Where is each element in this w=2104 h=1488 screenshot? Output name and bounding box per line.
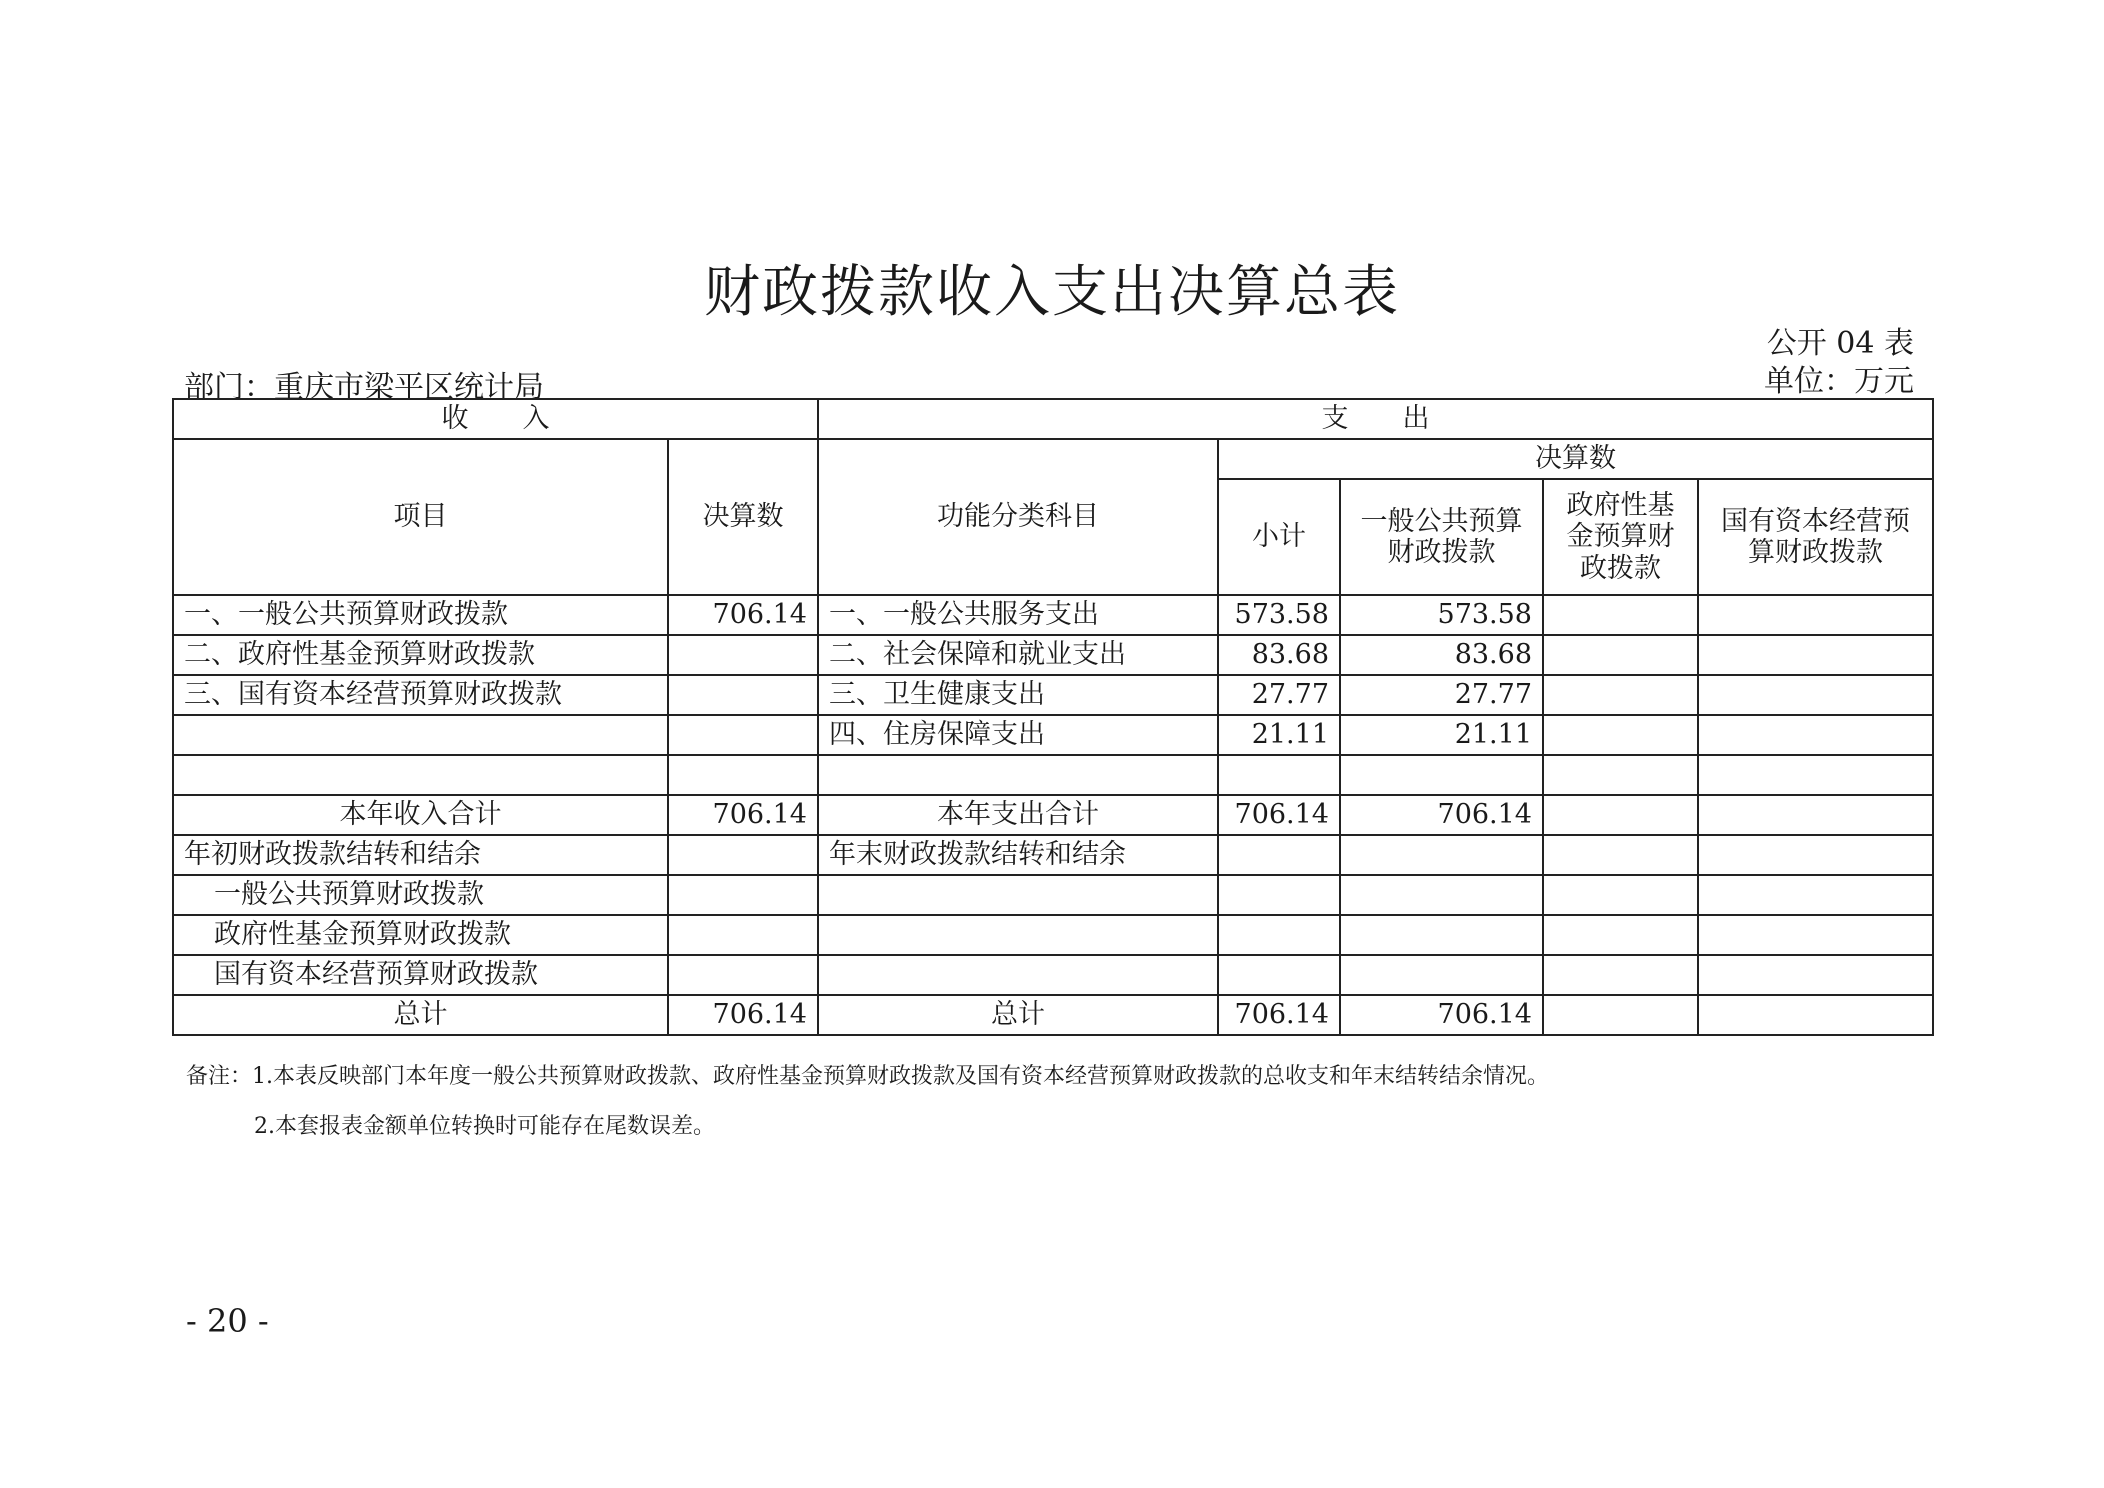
empty-cell <box>1698 875 1933 915</box>
grand-expense-fund <box>1543 995 1698 1035</box>
department-label: 部门：重庆市梁平区统计局 <box>184 370 544 405</box>
carry-end-subtotal <box>1218 835 1340 875</box>
cell-general: 21.11 <box>1340 715 1543 755</box>
grand-expense-general: 706.14 <box>1340 995 1543 1035</box>
header-expense: 支 出 <box>818 399 1933 439</box>
year-total-row <box>173 795 1933 835</box>
cell-general: 27.77 <box>1340 675 1543 715</box>
grand-expense-label: 总计 <box>818 995 1218 1035</box>
cell-capital <box>1698 715 1933 755</box>
carry-end-fund <box>1543 835 1698 875</box>
empty-cell <box>668 955 818 995</box>
carry-sub-row <box>173 955 1933 995</box>
year-expense-total-label: 本年支出合计 <box>818 795 1218 835</box>
cell-capital <box>1698 595 1933 635</box>
cell-fund <box>1543 675 1698 715</box>
cell-income-amount: 706.14 <box>668 595 818 635</box>
empty-cell <box>1698 915 1933 955</box>
header-state-capital: 国有资本经营预算财政拨款 <box>1698 479 1933 595</box>
carry-sub-fund: 政府性基金预算财政拨款 <box>173 915 668 955</box>
cell-income-item: 一、一般公共预算财政拨款 <box>173 595 668 635</box>
carry-sub-capital: 国有资本经营预算财政拨款 <box>173 955 668 995</box>
header-income: 收 入 <box>173 399 818 439</box>
carry-sub-row <box>173 915 1933 955</box>
header-income-amount: 决算数 <box>668 439 818 595</box>
year-income-total-amount: 706.14 <box>668 795 818 835</box>
notes <box>186 1052 1549 1152</box>
note-2: 2.本套报表金额单位转换时可能存在尾数误差。 <box>254 1114 715 1139</box>
empty-cell <box>818 955 1218 995</box>
year-expense-fund <box>1543 795 1698 835</box>
cell-fund <box>1543 755 1698 795</box>
carry-end-general <box>1340 835 1543 875</box>
header-item: 项目 <box>173 439 668 595</box>
cell-expense-item <box>818 755 1218 795</box>
header-subtotal: 小计 <box>1218 479 1340 595</box>
table-row <box>173 755 1933 795</box>
cell-subtotal: 573.58 <box>1218 595 1340 635</box>
empty-cell <box>1340 915 1543 955</box>
table-row <box>173 635 1933 675</box>
cell-expense-item: 二、社会保障和就业支出 <box>818 635 1218 675</box>
page-number: - 20 - <box>186 1302 269 1340</box>
empty-cell <box>668 915 818 955</box>
grand-expense-subtotal: 706.14 <box>1218 995 1340 1035</box>
empty-cell <box>1218 875 1340 915</box>
empty-cell <box>1543 875 1698 915</box>
cell-income-item: 三、国有资本经营预算财政拨款 <box>173 675 668 715</box>
table-row <box>173 595 1933 635</box>
cell-general: 83.68 <box>1340 635 1543 675</box>
header-gov-fund: 政府性基金预算财政拨款 <box>1543 479 1698 595</box>
empty-cell <box>818 915 1218 955</box>
carry-begin-amount <box>668 835 818 875</box>
cell-capital <box>1698 635 1933 675</box>
cell-expense-item: 一、一般公共服务支出 <box>818 595 1218 635</box>
header-general-budget: 一般公共预算财政拨款 <box>1340 479 1543 595</box>
empty-cell <box>1698 955 1933 995</box>
cell-income-amount <box>668 675 818 715</box>
cell-subtotal: 21.11 <box>1218 715 1340 755</box>
carry-sub-row <box>173 875 1933 915</box>
empty-cell <box>1218 955 1340 995</box>
cell-fund <box>1543 595 1698 635</box>
cell-capital <box>1698 755 1933 795</box>
cell-subtotal: 83.68 <box>1218 635 1340 675</box>
note-1: 备注：1.本表反映部门本年度一般公共预算财政拨款、政府性基金预算财政拨款及国有资本经营预算财政拨款的总收支和年末结转结余情况。 <box>186 1064 1549 1089</box>
cell-income-item: 二、政府性基金预算财政拨款 <box>173 635 668 675</box>
cell-income-item <box>173 755 668 795</box>
cell-subtotal <box>1218 755 1340 795</box>
empty-cell <box>818 875 1218 915</box>
cell-income-amount <box>668 635 818 675</box>
empty-cell <box>1340 875 1543 915</box>
carry-row <box>173 835 1933 875</box>
grand-total-row <box>173 995 1933 1035</box>
cell-expense-item: 四、住房保障支出 <box>818 715 1218 755</box>
table-row <box>173 715 1933 755</box>
year-expense-capital <box>1698 795 1933 835</box>
carry-sub-general: 一般公共预算财政拨款 <box>173 875 668 915</box>
carry-end-capital <box>1698 835 1933 875</box>
cell-capital <box>1698 675 1933 715</box>
empty-cell <box>1543 955 1698 995</box>
header-final-amount: 决算数 <box>1218 439 1933 479</box>
grand-expense-capital <box>1698 995 1933 1035</box>
grand-income-label: 总计 <box>173 995 668 1035</box>
cell-fund <box>1543 635 1698 675</box>
cell-general: 573.58 <box>1340 595 1543 635</box>
cell-income-amount <box>668 755 818 795</box>
carry-end-label: 年末财政拨款结转和结余 <box>818 835 1218 875</box>
year-income-total-label: 本年收入合计 <box>173 795 668 835</box>
cell-income-item <box>173 715 668 755</box>
empty-cell <box>1543 915 1698 955</box>
form-number: 公开 04 表 <box>1766 326 1914 361</box>
carry-begin-label: 年初财政拨款结转和结余 <box>173 835 668 875</box>
header-function-class: 功能分类科目 <box>818 439 1218 595</box>
grand-income-amount: 706.14 <box>668 995 818 1035</box>
year-expense-general: 706.14 <box>1340 795 1543 835</box>
empty-cell <box>1218 915 1340 955</box>
unit-label: 单位：万元 <box>1764 364 1914 399</box>
empty-cell <box>668 875 818 915</box>
cell-fund <box>1543 715 1698 755</box>
page-title: 财政拨款收入支出决算总表 <box>704 260 1400 325</box>
cell-income-amount <box>668 715 818 755</box>
table-row <box>173 675 1933 715</box>
cell-subtotal: 27.77 <box>1218 675 1340 715</box>
empty-cell <box>1340 955 1543 995</box>
cell-general <box>1340 755 1543 795</box>
year-expense-subtotal: 706.14 <box>1218 795 1340 835</box>
cell-expense-item: 三、卫生健康支出 <box>818 675 1218 715</box>
budget-table <box>172 398 1934 1036</box>
